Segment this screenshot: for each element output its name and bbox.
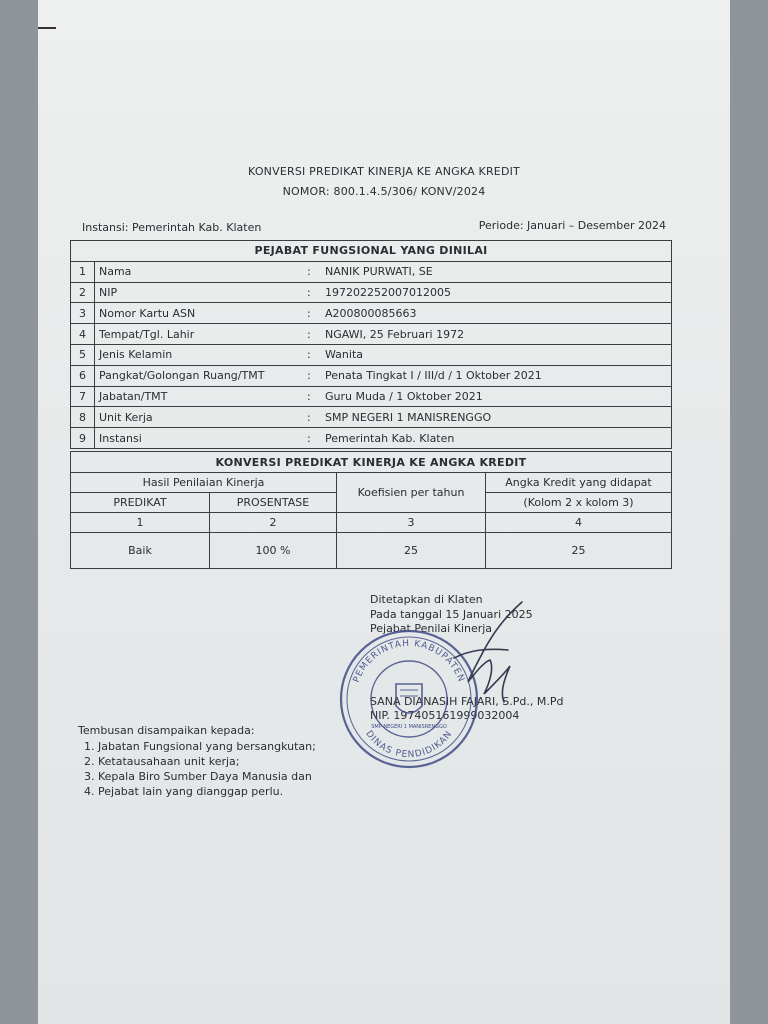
sign-role: Pejabat Penilai Kinerja xyxy=(370,622,493,635)
row-label: NIP xyxy=(95,282,304,303)
pejabat-row xyxy=(71,428,672,449)
row-colon: : xyxy=(307,285,311,299)
kolom-note: (Kolom 2 x kolom 3) xyxy=(486,493,672,513)
tembusan-heading: Tembusan disampaikan kepada: xyxy=(78,724,255,737)
row-value: 197202252007012005 xyxy=(325,285,451,299)
pejabat-row xyxy=(71,407,672,428)
row-number: 4 xyxy=(71,324,95,345)
signer-name: SANA DIANASIH FAJARI, S.Pd., M.Pd xyxy=(370,695,564,708)
angka-kredit-value: 25 xyxy=(486,533,672,569)
signer-nip: NIP. 197405161999032004 xyxy=(370,709,520,722)
col-number: 4 xyxy=(486,513,672,533)
row-number: 3 xyxy=(71,303,95,324)
predikat-value: Baik xyxy=(71,533,210,569)
periode-label: Periode: Januari – Desember 2024 xyxy=(478,219,666,232)
row-label: Unit Kerja xyxy=(95,407,304,428)
document-title: KONVERSI PREDIKAT KINERJA KE ANGKA KREDIT xyxy=(248,165,520,178)
stamp-bottom-text: DINAS PENDIDIKAN xyxy=(363,729,455,761)
row-colon: : xyxy=(307,306,311,320)
col-number: 3 xyxy=(337,513,486,533)
pejabat-row xyxy=(71,282,672,303)
koefisien-header: Koefisien per tahun xyxy=(337,473,486,513)
stamp-inner-text: SMP NEGERI 1 MANISRENGGO xyxy=(371,724,447,730)
tembusan-item: 1. Jabatan Fungsional yang bersangkutan; xyxy=(98,739,316,754)
row-value: Pemerintah Kab. Klaten xyxy=(325,431,455,445)
prosentase-header: PROSENTASE xyxy=(210,493,337,513)
tembusan-item: 2. Ketatausahaan unit kerja; xyxy=(98,754,316,769)
col-number: 2 xyxy=(210,513,337,533)
row-colon: : xyxy=(307,369,311,383)
pejabat-row xyxy=(71,324,672,345)
row-label: Jabatan/TMT xyxy=(95,386,304,407)
pejabat-heading-row xyxy=(71,241,672,262)
row-colon: : xyxy=(307,410,311,424)
document-number: NOMOR: 800.1.4.5/306/ KONV/2024 xyxy=(282,185,486,198)
pejabat-row xyxy=(71,344,672,365)
prosentase-value: 100 % xyxy=(210,533,337,569)
row-value: Penata Tingkat I / III/d / 1 Oktober 2021 xyxy=(325,369,542,383)
koefisien-value: 25 xyxy=(337,533,486,569)
column-number-row xyxy=(71,513,672,533)
pejabat-heading: PEJABAT FUNGSIONAL YANG DINILAI xyxy=(71,241,672,262)
konversi-data-row xyxy=(71,533,672,569)
margin-mark xyxy=(38,27,56,29)
row-label: Pangkat/Golongan Ruang/TMT xyxy=(95,365,304,386)
konversi-heading: KONVERSI PREDIKAT KINERJA KE ANGKA KREDIT xyxy=(71,452,672,473)
row-colon: : xyxy=(307,327,311,341)
row-value: NGAWI, 25 Februari 1972 xyxy=(325,327,465,341)
tembusan-item: 3. Kepala Biro Sumber Daya Manusia dan xyxy=(98,769,316,784)
row-colon: : xyxy=(307,265,311,279)
row-label: Instansi xyxy=(95,428,304,449)
tembusan-section xyxy=(78,724,316,799)
row-number: 6 xyxy=(71,365,95,386)
row-colon: : xyxy=(307,431,311,445)
pejabat-row xyxy=(71,261,672,282)
row-colon: : xyxy=(307,348,311,362)
col-number: 1 xyxy=(71,513,210,533)
sign-place: Ditetapkan di Klaten xyxy=(370,593,483,606)
pejabat-row xyxy=(71,386,672,407)
row-number: 7 xyxy=(71,386,95,407)
row-label: Nomor Kartu ASN xyxy=(95,303,304,324)
row-number: 1 xyxy=(71,261,95,282)
handwritten-signature xyxy=(424,598,534,710)
pejabat-row xyxy=(71,303,672,324)
hasil-header: Hasil Penilaian Kinerja xyxy=(71,473,337,493)
row-value: Guru Muda / 1 Oktober 2021 xyxy=(325,389,483,403)
tembusan-list xyxy=(78,739,316,799)
instansi-label: Instansi: Pemerintah Kab. Klaten xyxy=(82,221,262,234)
row-label: Tempat/Tgl. Lahir xyxy=(95,324,304,345)
row-value: SMP NEGERI 1 MANISRENGGO xyxy=(325,410,492,424)
konversi-table xyxy=(70,451,672,569)
svg-text:DINAS PENDIDIKAN xyxy=(363,729,454,760)
pejabat-table xyxy=(70,240,672,449)
tembusan-item: 4. Pejabat lain yang dianggap perlu. xyxy=(98,784,316,799)
stamp-top-text: PEMERINTAH KABUPATEN xyxy=(351,638,467,685)
row-number: 8 xyxy=(71,407,95,428)
pejabat-row xyxy=(71,365,672,386)
row-value: A200800085663 xyxy=(325,306,417,320)
sign-date: Pada tanggal 15 Januari 2025 xyxy=(370,608,533,621)
row-label: Nama xyxy=(95,261,304,282)
row-value: Wanita xyxy=(325,348,363,362)
row-label: Jenis Kelamin xyxy=(95,344,304,365)
document-page xyxy=(38,0,730,1024)
row-number: 2 xyxy=(71,282,95,303)
row-colon: : xyxy=(307,389,311,403)
angka-header: Angka Kredit yang didapat xyxy=(486,473,672,493)
row-number: 5 xyxy=(71,344,95,365)
row-number: 9 xyxy=(71,428,95,449)
predikat-header: PREDIKAT xyxy=(71,493,210,513)
konversi-heading-row xyxy=(71,452,672,473)
row-value: NANIK PURWATI, SE xyxy=(325,265,433,279)
